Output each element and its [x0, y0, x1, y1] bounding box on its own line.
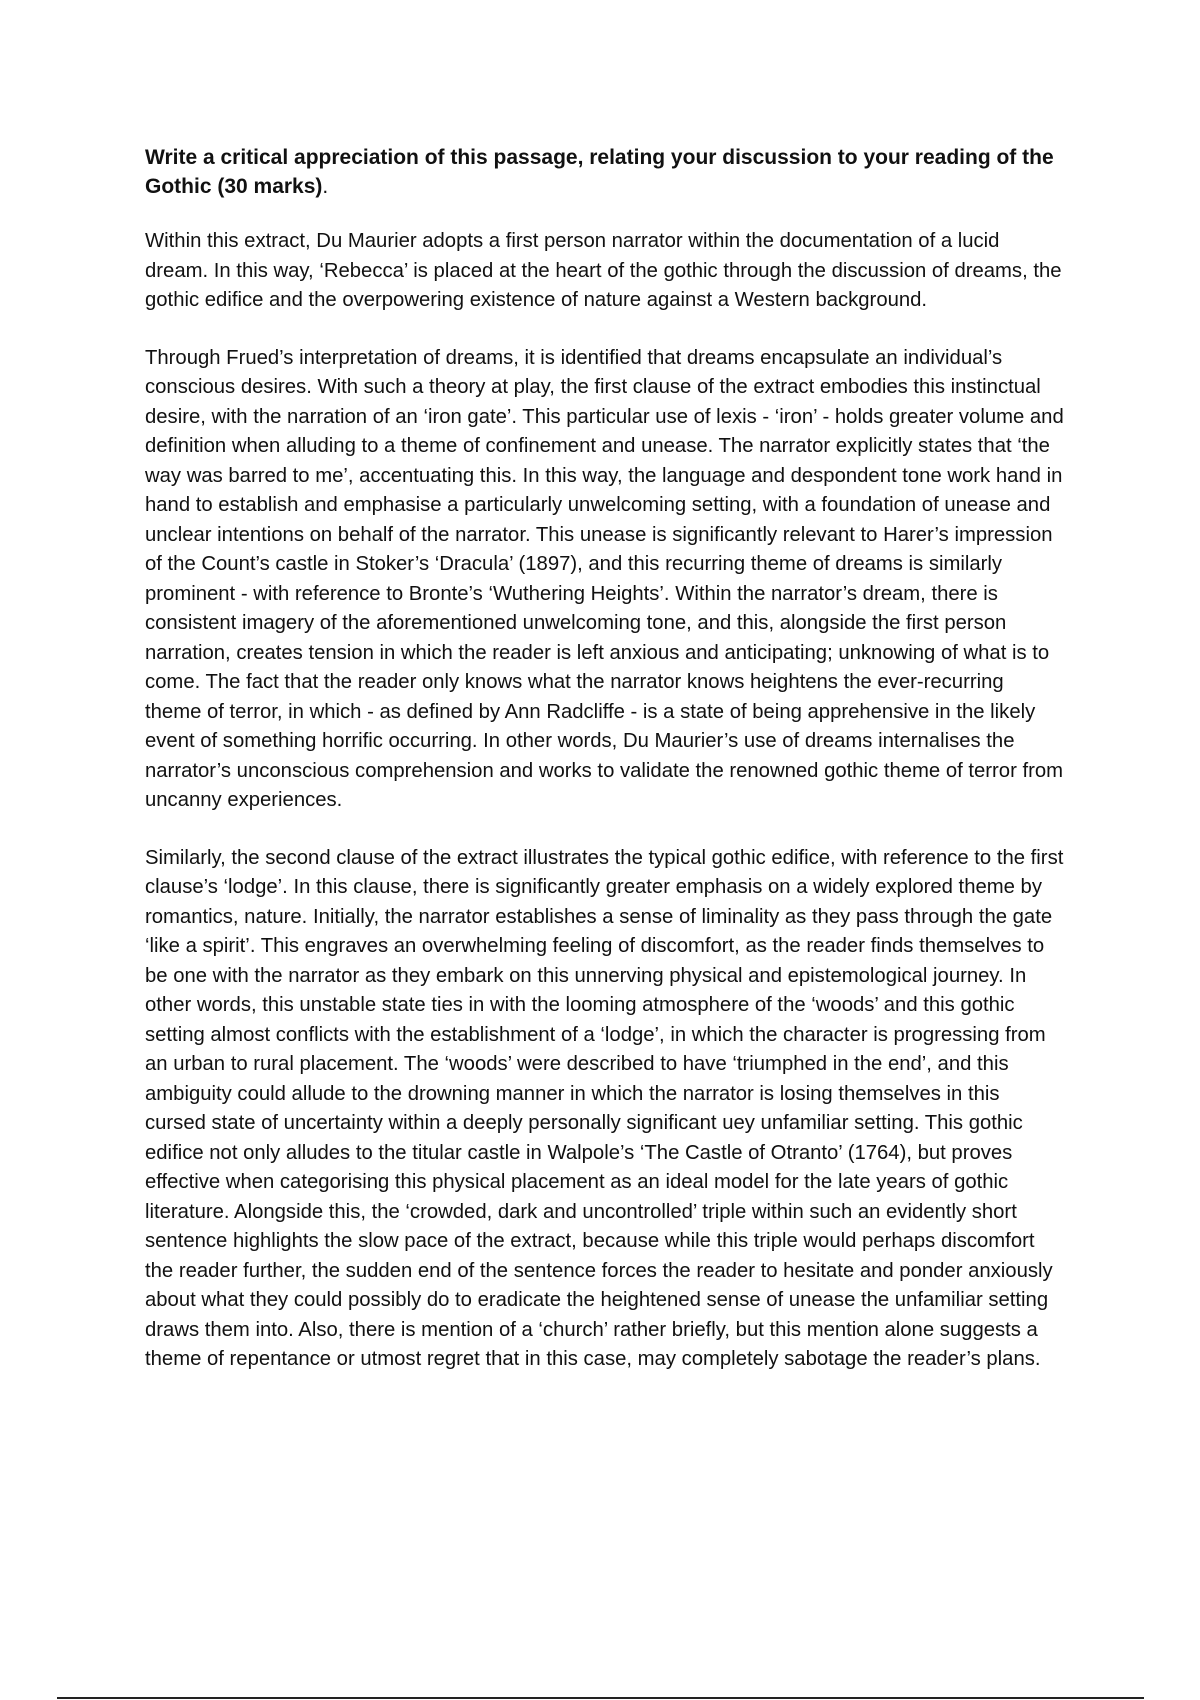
essay-question-text: Write a critical appreciation of this passage, relating your discussion to your reading of the Gothic (30 marks) [145, 146, 1054, 198]
essay-question-end: . [322, 175, 329, 198]
paragraph-introduction: Within this extract, Du Maurier adopts a first person narrator within the documentation of a lucid dream. In this way, ‘Rebecca’ is placed at the heart of the gothic through the discussion of dreams, the gothic edifice and the overpowering existence of nature against a Western background. [145, 230, 1062, 311]
paragraph-dreams-analysis: Through Frued’s interpretation of dreams, it is identified that dreams encapsulate an individual’s conscious desires. With such a theory at play, the first clause of the extract embodies this instinctual desire, with the narration of an ‘iron gate’. This particular use of lexis - ‘iron’ - holds greater volume and definition when alluding to a theme of confinement and unease. The narrator explicitly states that ‘the way was barred to me’, accentuating this. In this way, the language and despondent tone work hand in hand to establish and emphasise a particularly unwelcoming setting, with a foundation of unease and unclear intentions on behalf of the narrator. This unease is significantly relevant to Harer’s impression of the Count’s castle in Stoker’s ‘Dracula’ (1897), and this recurring theme of dreams is similarly prominent - with reference to Bronte’s ‘Wuthering Heights’. Within the narrator’s dream, there is consistent imagery of the aforementioned unwelcoming tone, and this, alongside the first person narration, creates tension in which the reader is left anxious and anticipating; unknowing of what is to come. The fact that the reader only knows what the narrator knows heightens the ever-recurring theme of terror, in which - as defined by Ann Radcliffe - is a state of being apprehensive in the likely event of something horrific occurring. In other words, Du Maurier’s use of dreams internalises the narrator’s unconscious comprehension and works to validate the renowned gothic theme of terror from uncanny experiences. [145, 346, 1064, 811]
essay-question [145, 143, 1065, 201]
paragraph-gothic-edifice-analysis: Similarly, the second clause of the extract illustrates the typical gothic edifice, with reference to the first clause’s ‘lodge’. In this clause, there is significantly greater emphasis on a widely explored theme by romantics, nature. Initially, the narrator establishes a sense of liminality as they pass through the gate ‘like a spirit’. This engraves an overwhelming feeling of discomfort, as the reader finds themselves to be one with the narrator as they embark on this unnerving physical and epistemological journey. In other words, this unstable state ties in with the looming atmosphere of the ‘woods’ and this gothic setting almost conflicts with the establishment of a ‘lodge’, in which the character is progressing from an urban to rural placement. The ‘woods’ were described to have ‘triumphed in the end’, and this ambiguity could allude to the drowning manner in which the narrator is losing themselves in this cursed state of uncertainty within a deeply personally significant uey unfamiliar setting. This gothic edifice not only alludes to the titular castle in Walpole’s ‘The Castle of Otranto’ (1764), but proves effective when categorising this physical placement as an ideal model for the late years of gothic literature. Alongside this, the ‘crowded, dark and uncontrolled’ triple within such an evidently short sentence highlights the slow pace of the extract, because while this triple would perhaps discomfort the reader further, the sudden end of the sentence forces the reader to hesitate and ponder anxiously about what they could possibly do to eradicate the heightened sense of unease the unfamiliar setting draws them into. Also, there is mention of a ‘church’ rather briefly, but this mention alone suggests a theme of repentance or utmost regret that in this case, may completely sabotage the reader’s plans. [145, 846, 1064, 1370]
page-bottom-rule [57, 1697, 1144, 1699]
document-page [145, 143, 1065, 1403]
